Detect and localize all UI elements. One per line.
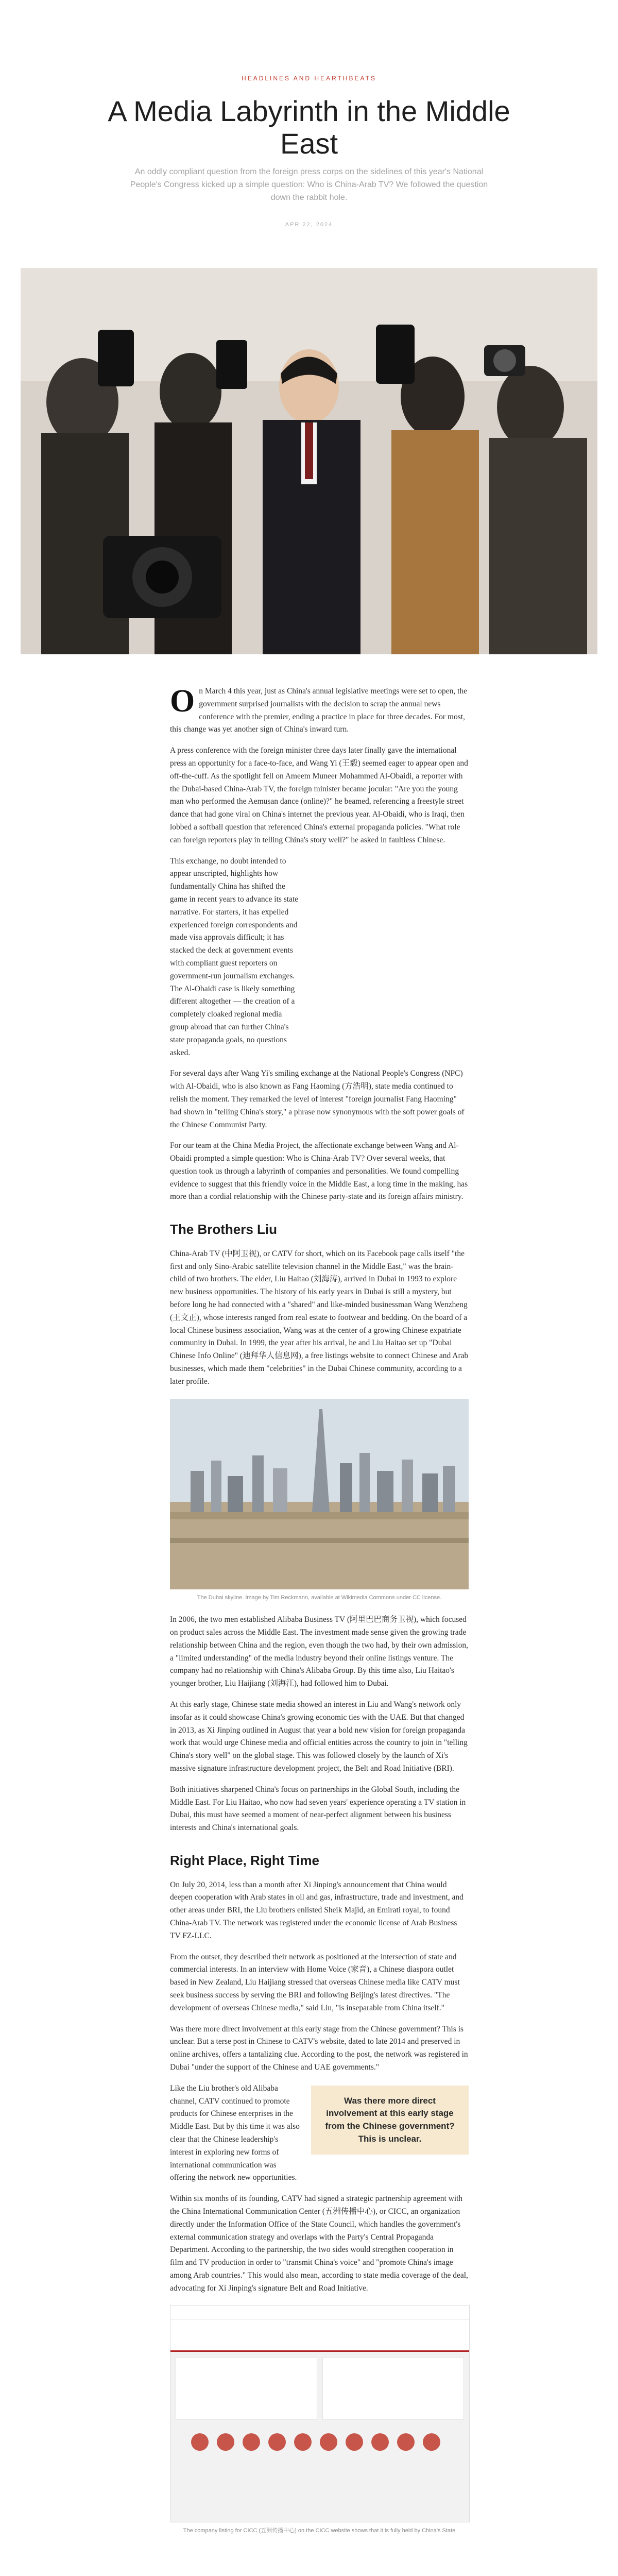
cicc-website-screenshot: [170, 2305, 470, 2522]
drop-cap: O: [170, 684, 195, 719]
screenshot-panel: [176, 2357, 317, 2420]
dek: An oddly compliant question from the foreign press corps on the sidelines of this year's National People's Congress kicked up a simple question: Who is China-Arab TV? We followed the question down the rabbit hole.: [130, 167, 488, 202]
paragraph: Was there more direct involvement at this early stage from the Chinese government? This is unclear. But a terse post in Chinese to CATV's website, dated to late 2014 and preserved in online archives, offers a tantalizing clue. According to the post, the network was registered in Dubai "under the support of the Chinese and UAE governments.": [170, 2024, 468, 2072]
circle-icon: [397, 2433, 415, 2451]
article-body: [170, 685, 469, 2547]
circle-icon: [268, 2433, 286, 2451]
cicc-figure: [170, 2305, 469, 2536]
paragraph: [170, 685, 469, 736]
paragraph: A press conference with the foreign minister three days later finally gave the international press an opportunity for a face-to-face, and Wang Yi (王毅) seemed eager to appear open and off-the-cuff. As the spotlight fell on Ameem Muneer Mohammed Al-Obaidi, a reporter with the Dubai-based China-Arab TV, the foreign minister became jocular: "Are you the young man who performed the Aemusan dance (online)?" he beamed, referencing a freestyle street dance that had gone viral on China's internet the previous year. Al-Obaidi, who is Iraqi, then lobbed a softball question that referenced China's external propaganda policies. "What role can foreign reporters play in telling China's story well?" he asked in faultless Chinese.: [170, 746, 468, 844]
paragraph: This exchange, no doubt intended to appear unscripted, highlights how fundamentally China has shifted the game in recent years to advance its state narrative. For starters, it has expelled experienced foreign correspondents and made visa approvals difficult; it has stacked the deck at government events with compliant guest reporters on government-run journalism exchanges. The Al-Obaidi case is likely something different altogether — the creation of a completely cloaked regional media group abroad that can further China's state propaganda goals, no questions asked.: [170, 856, 299, 1057]
circle-icon: [423, 2433, 440, 2451]
paragraph: From the outset, they described their network as positioned at the intersection of state and commercial interests. In an interview with Home Voice (家音), a Chinese diaspora outlet based in New Zealand, Liu Haijiang stressed that overseas Chinese media like CATV must seek business success by serving the BRI and following Beijing's latest directives. "The development of overseas Chinese media," said Liu, "is inseparable from China itself.": [170, 1952, 460, 2012]
circle-icon: [294, 2433, 312, 2451]
paragraph: Like the Liu brother's old Alibaba channel, CATV continued to promote products for Chinese enterprises in the Middle East. But by this time it was also clear that the Chinese leadership's interest in exploring new forms of international communication was offering the network new opportunities.: [170, 2083, 300, 2182]
paragraph: For our team at the China Media Project, the affectionate exchange between Wang and Al-Obaidi prompted a simple question: Who is China-Arab TV? Over several weeks, that question took us through a labyrinth of companies and personalities. We found compelling evidence to suggest that this friendly voice in the Middle East, a long time in the making, has more than a cordial relationship with the Chinese party-state and its foreign affairs ministry.: [170, 1141, 468, 1201]
screenshot-content: [170, 2352, 469, 2425]
circle-icon: [371, 2433, 389, 2451]
paragraph: Within six months of its founding, CATV had signed a strategic partnership agreement with the China International Communication Center (五洲传播中心), or CICC, an organization directly under the Information Office of the State Council, which handles the government's external communication strategy and overlaps with the Party's Central Propaganda Department. According to the partnership, the two sides would strengthen cooperation in film and TV production in order to "transmit China's voice" and "promote China's image among Arab countries." This would also mean, according to state media coverage of the deal, advocating for Xi Jinping's signature Belt and Road Initiative.: [170, 2194, 468, 2293]
figure-caption: The company listing for CICC (五洲传播中心) on the CICC website shows that it is fully held by China's State: [183, 2528, 456, 2534]
kicker: HEADLINES AND HEARTHBEATS: [242, 75, 376, 82]
screenshot-browser-bar: [170, 2306, 469, 2319]
circle-icon: [346, 2433, 363, 2451]
circle-icon: [217, 2433, 234, 2451]
skyline-illustration: [170, 1399, 469, 1589]
paragraph: On July 20, 2014, less than a month after Xi Jinping's announcement that China would deepen cooperation with Arab states in oil and gas, infrastructure, trade and investment, and other areas under BRI, the Liu brothers enlisted Sheik Majid, an Emirati royal, to found China-Arab TV. The network was registered under the economic license of Arab Business TV FZ-LLC.: [170, 1880, 464, 1940]
screenshot-icon-grid: [170, 2425, 469, 2459]
pull-quote: Was there more direct involvement at this early stage from the Chinese government? This is unclear.: [311, 2086, 469, 2155]
screenshot-panel: [322, 2357, 464, 2420]
paragraph-text: n March 4 this year, just as China's annual legislative meetings were set to open, the government surprised journalists with the decision to scrap the annual news conference with the premier, ending a practice in place for three decades. For most, this change was yet another sign of China's inward turn.: [170, 687, 468, 734]
section-heading: The Brothers Liu: [170, 1222, 278, 1238]
paragraph: At this early stage, Chinese state media showed an interest in Liu and Wang's network only insofar as it could showcase China's growing economic ties with the UAE. But that changed in 2013, as Xi Jinping outlined in August that year a bold new vision for foreign propaganda work that would urge Chinese media and official entities across the country to join in "telling China's story well" on the global stage. This was followed closely by the launch of Xi's massive signature infrastructure development project, the Belt and Road Initiative (BRI).: [170, 1700, 468, 1773]
circle-icon: [243, 2433, 260, 2451]
paragraph: In 2006, the two men established Alibaba Business TV (阿里巴巴商务卫视), which focused on product sales across the Middle East. The investment made sense given the growing trade relationship between China and the region, even though the two had, by their own admission, a "limited understanding" of the media industry beyond their online listings venture. The company had no relationship with China's Alibaba Group. By this time also, Liu Haitao's younger brother, Liu Haijiang (刘海江), had followed him to Dubai.: [170, 1615, 468, 1688]
dubai-skyline-image: [170, 1399, 469, 1589]
press-crowd-illustration: [21, 268, 597, 654]
figure-caption: The Dubai skyline. Image by Tim Reckmann, available at Wikimedia Commons under CC license.: [197, 1594, 442, 1601]
circle-icon: [320, 2433, 337, 2451]
paragraph: For several days after Wang Yi's smiling exchange at the National People's Congress (NPC) with Al-Obaidi, who is also known as Fang Haoming (方浩明), state media continued to relish the moment. They remarked the level of interest "foreign journalist Fang Haoming" had shown in "telling China's story," a phrase now synonymous with the soft power goals of the Chinese Communist Party.: [170, 1069, 465, 1129]
section-heading: Right Place, Right Time: [170, 1852, 319, 1868]
paragraph: Both initiatives sharpened China's focus on partnerships in the Global South, including the Middle East. For Liu Haitao, who now had seven years' experience operating a TV station in Dubai, this must have seemed a moment of near-perfect alignment between his business interests and China's international goals.: [170, 1785, 466, 1833]
paragraph: China-Arab TV (中阿卫视), or CATV for short, which on its Facebook page calls itself "the first and only Sino-Arabic satellite television channel in the Middle East," was the brain-child of two brothers. The elder, Liu Haitao (刘海涛), arrived in Dubai in 1993 to explore new business opportunities. The history of his early years in Dubai is still a mystery, but before long he had connected with a "shared" and like-minded businessman Wang Wenzheng (王文正), whose interests ranged from real estate to footwear and bedding. On the board of a local Chinese business association, Wang was at the center of a growing Chinese expatriate community in Dubai. In 1999, the year after his arrival, he and Liu Haitao set up "Dubai Chinese Info Online" (迪拜华人信息网), a free listings website to connect Chinese and Arab businesses, which made them "celebrities" in the Dubai Chinese community, according to a later profile.: [170, 1249, 469, 1386]
hero-photo: [21, 268, 597, 654]
publish-date: APR 22, 2024: [285, 222, 333, 228]
dubai-figure: [170, 1399, 469, 1603]
circle-icon: [191, 2433, 209, 2451]
screenshot-site-header: [170, 2319, 469, 2352]
page-title: A Media Labyrinth in the Middle East: [108, 95, 510, 160]
